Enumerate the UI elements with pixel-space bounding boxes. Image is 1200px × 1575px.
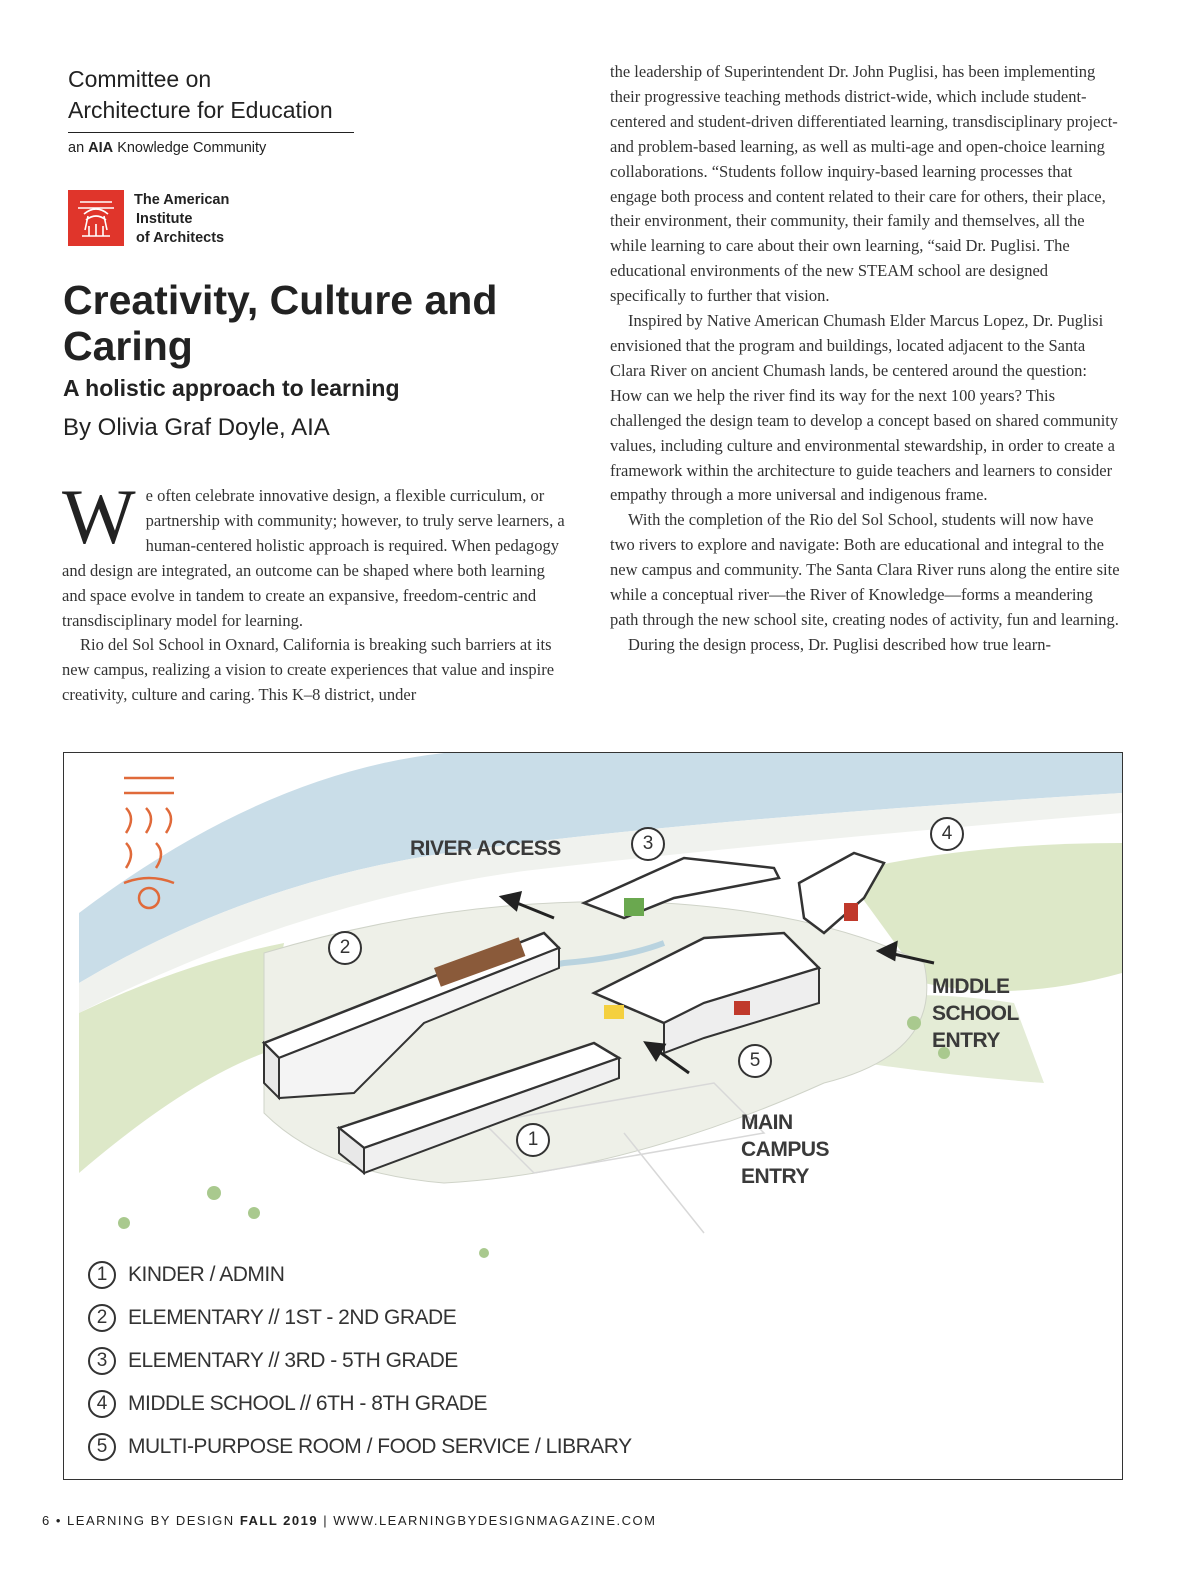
right-column	[610, 60, 1122, 658]
marker-3: 3	[631, 827, 665, 861]
legend-number: 4	[88, 1390, 116, 1418]
paragraph	[62, 473, 572, 633]
magazine-name: LEARNING BY DESIGN	[67, 1513, 235, 1528]
aia-eagle-icon	[68, 190, 124, 246]
paragraph: During the design process, Dr. Puglisi described how true learn-	[628, 634, 1051, 654]
campus-site-plan-figure	[63, 752, 1123, 1480]
legend-item	[88, 1253, 632, 1296]
issue-label: FALL 2019	[239, 1513, 319, 1528]
knowledge-community-line	[68, 140, 266, 156]
river-access-label: RIVER ACCESS	[410, 837, 561, 860]
legend-number: 3	[88, 1347, 116, 1375]
paragraph: Inspired by Native American Chumash Elder Marcus Lopez, Dr. Puglisi envisioned that the program and buildings, located adjacent to the Santa Clara River on ancient Chumash lands, be centered around the question: How can we help the river find its way for the next 100 years? This challenged the design team to develop a concept based on shared community values, including culture and environmental stewardship, in order to create a framework within the architecture to guide teachers and learners to consider empathy through a more universal and indigenous frame.	[610, 311, 1119, 505]
committee-line-2: Architecture for Education	[68, 97, 333, 123]
header-divider	[68, 132, 354, 133]
aia-logo	[68, 190, 124, 246]
legend-item	[88, 1382, 632, 1425]
committee-line-1: Committee on	[68, 66, 212, 92]
knowledge-suffix: Knowledge Community	[117, 140, 267, 156]
middle-school-entry-label	[932, 973, 1019, 1054]
aia-name-line-1: The American	[134, 192, 230, 208]
left-column	[62, 473, 572, 708]
legend-item	[88, 1425, 632, 1468]
legend-label: ELEMENTARY // 3RD - 5TH GRADE	[128, 1348, 458, 1372]
legend-label: MULTI-PURPOSE ROOM / FOOD SERVICE / LIBRARY	[128, 1434, 632, 1458]
legend-label: KINDER / ADMIN	[128, 1262, 285, 1286]
legend-label: MIDDLE SCHOOL // 6TH - 8TH GRADE	[128, 1391, 487, 1415]
middle-entry-line-3: ENTRY	[932, 1029, 1000, 1052]
paragraph: With the completion of the Rio del Sol School, students will now have two rivers to explore and navigate: Both are educational and integral to the new campus and community. The Santa Clara River runs along the entire site while a conceptual river—the River of Knowledge—forms a meandering path through the new school site, creating nodes of activity, fun and learning.	[610, 510, 1120, 629]
footer-bullet: •	[55, 1513, 62, 1528]
middle-entry-line-1: MIDDLE	[932, 975, 1010, 998]
page-number: 6	[42, 1513, 51, 1528]
main-entry-line-2: CAMPUS	[741, 1138, 830, 1161]
article-byline: By Olivia Graf Doyle, AIA	[63, 414, 330, 441]
paragraph-text: e often celebrate innovative design, a flexible curriculum, or partnership with community; however, to truly serve learners, a human-centered holistic approach is required. When pedagogy and design are integrated, an outcome can be shaped where both learning and space evolve in tandem to create an expansive, freedom-centric and transdisciplinary model for learning.	[62, 486, 565, 630]
main-campus-entry-label	[741, 1109, 829, 1190]
article-subtitle: A holistic approach to learning	[63, 375, 400, 401]
paragraph: the leadership of Superintendent Dr. John Puglisi, has been implementing their progressive teaching methods district-wide, which include student-centered and student-driven differentiated learning, transdisciplinary project- and problem-based learning, as well as multi-age and open-choice learning collaborations. “Students follow inquiry-based learning processes that engage both process and content related to their care for others, their place, their environment, their community, their family and themselves, all the while learning to care about their own learning, “said Dr. Puglisi. The educational environments of the new STEAM school are designed specifically to further that vision.	[610, 62, 1118, 306]
paragraph: Rio del Sol School in Oxnard, California is breaking such barriers at its new campus, realizing a vision to create experiences that value and inspire creativity, culture and caring. This K–8 district, under	[62, 635, 555, 705]
legend-item	[88, 1339, 632, 1382]
knowledge-prefix: an	[68, 140, 85, 156]
figure-legend	[88, 1253, 632, 1468]
drop-cap: W	[62, 473, 136, 560]
legend-number: 2	[88, 1304, 116, 1332]
marker-5: 5	[738, 1044, 772, 1078]
magazine-url-link[interactable]: WWW.LEARNINGBYDESIGNMAGAZINE.COM	[333, 1513, 657, 1528]
marker-1: 1	[516, 1123, 550, 1157]
knowledge-brand: AIA	[88, 140, 114, 156]
legend-item	[88, 1296, 632, 1339]
middle-entry-line-2: SCHOOL	[932, 1002, 1019, 1025]
committee-name	[68, 64, 368, 126]
aia-name	[134, 191, 229, 248]
footer-separator: |	[323, 1513, 329, 1528]
marker-4: 4	[930, 817, 964, 851]
main-entry-line-1: MAIN	[741, 1111, 793, 1134]
legend-number: 5	[88, 1433, 116, 1461]
marker-2: 2	[328, 931, 362, 965]
legend-label: ELEMENTARY // 1ST - 2ND GRADE	[128, 1305, 457, 1329]
aia-name-line-2: Institute	[136, 211, 193, 227]
legend-number: 1	[88, 1261, 116, 1289]
main-entry-line-3: ENTRY	[741, 1165, 809, 1188]
article-title: Creativity, Culture and Caring	[63, 277, 498, 369]
page-footer	[42, 1513, 656, 1528]
aia-name-line-3: of Architects	[136, 230, 225, 246]
